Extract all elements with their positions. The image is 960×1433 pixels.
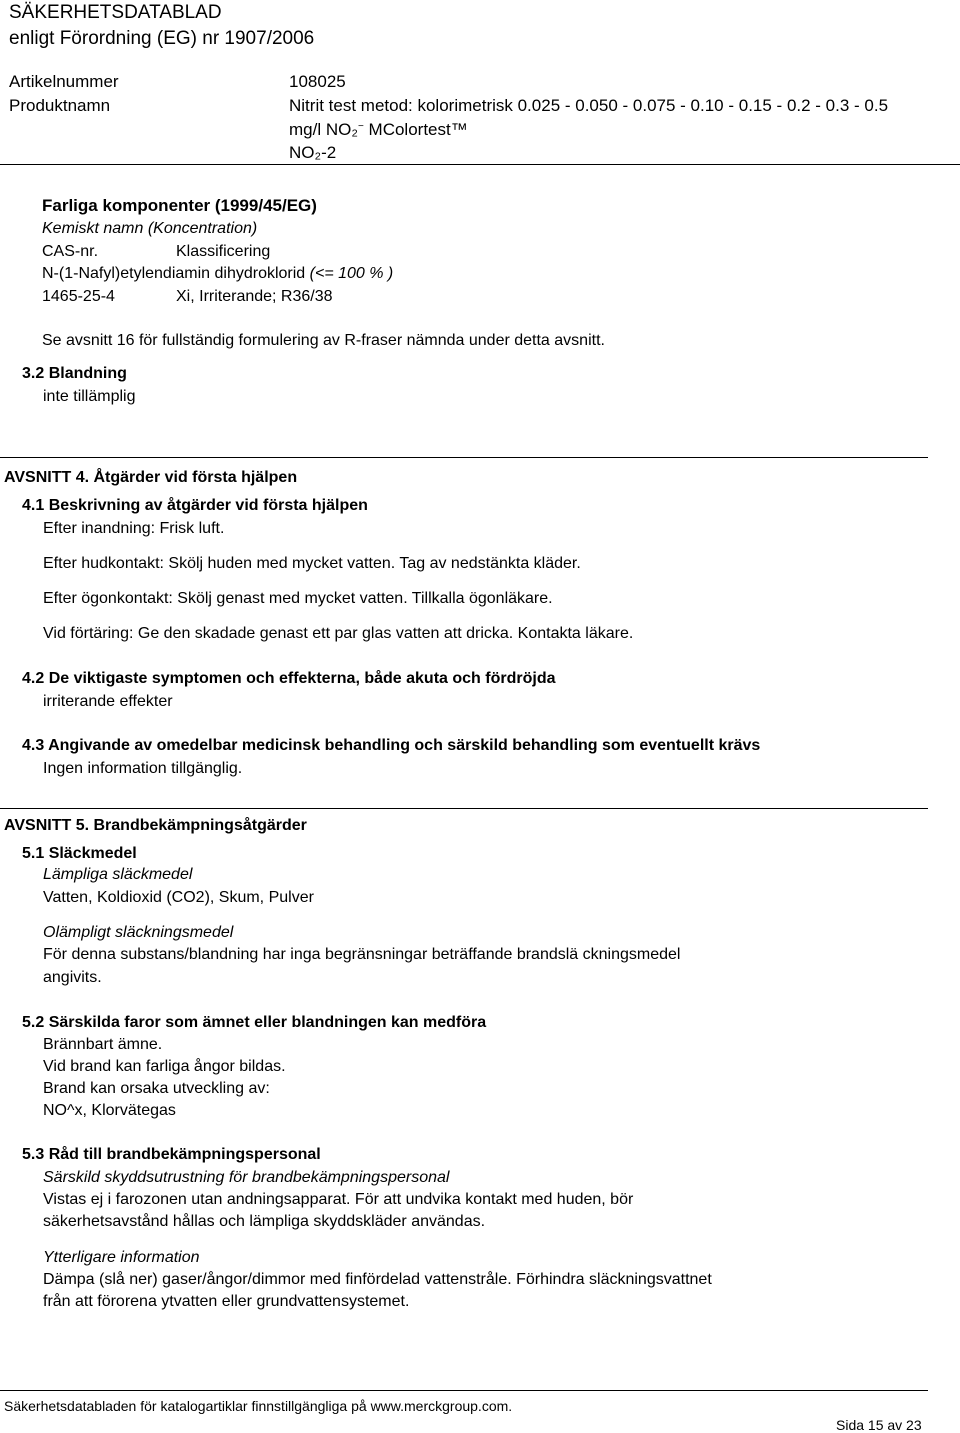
protective-equipment-label: Särskild skyddsutrustning för brandbekämpningspersonal [43,1169,450,1186]
cas-column-header: CAS-nr. [42,243,99,260]
special-hazards-line1: Brännbart ämne. [43,1036,163,1053]
suitable-media-text: Vatten, Koldioxid (CO2), Skum, Pulver [43,889,314,906]
protective-equipment-line1: Vistas ej i farozonen utan andningsapparat. För att undvika kontakt med huden, bör [43,1191,634,1208]
section-4-heading: AVSNITT 4. Åtgärder vid första hjälpen [4,469,298,486]
section-3-2-text: inte tillämplig [43,388,136,405]
section-5-1-heading: 5.1 Släckmedel [22,845,137,862]
section-5-divider [0,808,928,809]
chemical-name: N-(1-Nafyl)etylendiamin dihydroklorid [42,265,306,282]
superscript-minus-icon: − [357,121,364,132]
article-number-value: 108025 [289,72,346,91]
section-4-3-heading: 4.3 Angivande av omedelbar medicinsk behandling och särskild behandling som eventuellt krävs [22,737,761,754]
unsuitable-media-label: Olämpligt släckningsmedel [43,924,234,941]
section-5-heading: AVSNITT 5. Brandbekämpningsåtgärder [4,817,307,834]
section-5-3-heading: 5.3 Råd till brandbekämpningspersonal [22,1146,321,1163]
first-aid-eyes: Efter ögonkontakt: Skölj genast med mycket vatten. Tillkalla ögonläkare. [43,590,553,607]
section-4-divider [0,457,928,458]
first-aid-skin: Efter hudkontakt: Skölj huden med mycket vatten. Tag av nedstänkta kläder. [43,555,581,572]
unsuitable-media-line2: angivits. [43,969,102,986]
classification-column-header: Klassificering [176,243,271,260]
header-divider [0,164,960,165]
regulation-subtitle: enligt Förordning (EG) nr 1907/2006 [9,28,315,49]
article-number-label: Artikelnummer [9,72,119,91]
product-name-label: Produktnamn [9,96,111,115]
special-hazards-line3: Brand kan orsaka utveckling av: [43,1080,270,1097]
concentration: (<= 100 % ) [309,265,394,282]
product-name-line1: Nitrit test metod: kolorimetrisk 0.025 - 0.050 - 0.075 - 0.10 - 0.15 - 0.2 - 0.3 - 0.5 [289,96,889,115]
classification-value: Xi, Irriterande; R36/38 [176,288,333,305]
unsuitable-media-line1: För denna substans/blandning har inga begränsningar beträffande brandslä ckningsmedel [43,946,681,963]
product-name-unit: mg/l NO₂ [289,120,358,139]
further-information-line1: Dämpa (slå ner) gaser/ångor/dimmor med finfördelad vattenstråle. Förhindra släckningsvattnet [43,1271,712,1288]
page-number: Sida 15 av 23 [836,1417,922,1433]
components-subheading: Kemiskt namn (Koncentration) [42,220,258,237]
section-5-2-heading: 5.2 Särskilda faror som ämnet eller blandningen kan medföra [22,1014,487,1031]
further-information-line2: från att förorena ytvatten eller grundvattensystemet. [43,1293,410,1310]
product-name-brand: MColortest™ [368,120,468,139]
first-aid-ingestion: Vid förtäring: Ge den skadade genast ett par glas vatten att dricka. Kontakta läkare. [43,625,634,642]
special-hazards-line4: NO^x, Klorvätegas [43,1102,176,1119]
special-hazards-line2: Vid brand kan farliga ångor bildas. [43,1058,286,1075]
document-title: SÄKERHETSDATABLAD [9,2,222,23]
protective-equipment-line2: säkerhetsavstånd hållas och lämpliga skyddskläder användas. [43,1213,486,1230]
section-4-2-heading: 4.2 De viktigaste symptomen och effekterna, både akuta och fördröjda [22,670,556,687]
section-4-3-text: Ingen information tillgänglig. [43,760,243,777]
component-row-name [42,265,393,283]
cas-number: 1465-25-4 [42,288,115,305]
section-4-2-text: irriterande effekter [43,693,173,710]
footer-note: Säkerhetsdatabladen för katalogartiklar finnstillgängliga på www.merckgroup.com. [4,1398,513,1414]
components-heading: Farliga komponenter (1999/45/EG) [42,196,317,215]
product-name-line2 [289,120,468,140]
product-name-line3: NO₂-2 [289,143,337,162]
r-phrases-note: Se avsnitt 16 för fullständig formulering av R-fraser nämnda under detta avsnitt. [42,332,605,349]
footer-divider [0,1390,928,1391]
section-3-2-heading: 3.2 Blandning [22,365,127,382]
first-aid-inhalation: Efter inandning: Frisk luft. [43,520,225,537]
suitable-media-label: Lämpliga släckmedel [43,866,193,883]
further-information-label: Ytterligare information [43,1249,200,1266]
section-4-1-heading: 4.1 Beskrivning av åtgärder vid första hjälpen [22,497,368,514]
